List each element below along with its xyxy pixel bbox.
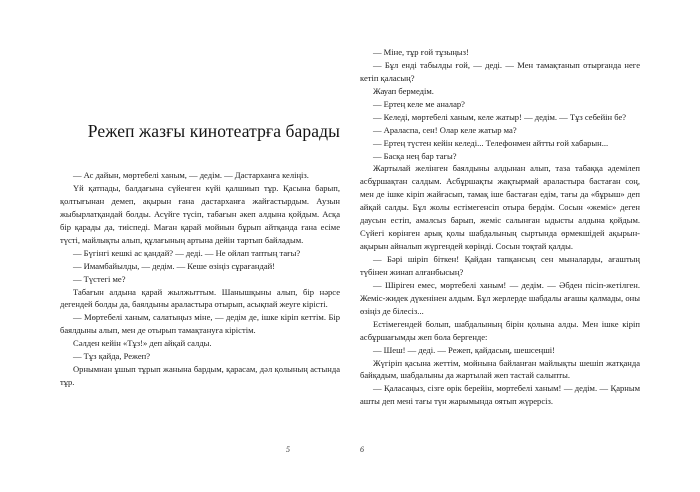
paragraph: Жүгіріп қасына жеттім, мойнына байланған майлықты шешіп жатқанда байқадым, шабдалыны да жартылай жеп тастай салыпты.: [360, 357, 640, 381]
paragraph: — Ас дайын, мөртебелі ханым, — дедім. — Дастарханға келіңіз.: [73, 170, 309, 181]
paragraph: — Араласпа, сен! Олар келе жатыр ма?: [373, 124, 517, 135]
page-number: 5: [286, 445, 290, 454]
paragraph: — Келеді, мөртебелі ханым, келе жатыр! — дедім. — Тұз себейін бе?: [373, 111, 627, 122]
paragraph: — Міне, тұр ғой тұзыңыз!: [373, 47, 469, 57]
paragraph: — Бәрі шіріп біткен! Қайдан тапқансың сен мыналарды, ағаштың түбінен жинап алғанбысың?: [360, 254, 640, 277]
paragraph: — Мөртебелі ханым, салатыңыз міне, — дедім де, ішке кіріп кеттім. Бір баялдыны алып, мен де отырып тамақтануға кірістім.: [60, 312, 340, 336]
paragraph: Табағын алдына қарай жылжыттым. Шанышқыны алып, бір нәрсе дегендей болды да, баялдыны араластыра отырып, асықпай жеуге кірісті.: [60, 286, 340, 310]
paragraph: — Шеш! — деді. — Режеп, қайдасың, шешсеңші!: [373, 344, 555, 355]
paragraph: — Имамбайылды, — дедім. — Кеше өзіңіз сұрағандай!: [73, 260, 276, 271]
paragraph: — Ертең келе ме аналар?: [373, 98, 465, 109]
paragraph: Естімегендей болып, шабдалының бірін қолына алды. Мен ішке кіріп асбұршағымды жеп бола бергенде:: [360, 318, 640, 342]
paragraph: Үй қатпады, балдағына сүйенген күйі қалшиып тұр. Қасына барып, қолтығынан демеп, ақырын ғана дастарханға жайғастырдым. Аузын жыбырлатқандай болды. Асүйге түсіп, табағын әкеп алдына қойдым. Асқа бір қарады да, тиіспеді. Маған қарай мойнын бұрып айтқанда ғана есіме түсті, майлықты алып, құлағының артына дейін тартып байладым.: [60, 183, 340, 245]
chapter-title: Режеп жазғы кинотеатрға барады: [87, 121, 340, 141]
paragraph: — Түстегі ме?: [73, 273, 126, 284]
paragraph: — Тұз қайда, Режеп?: [73, 351, 151, 362]
right-page-body: [360, 0, 640, 408]
paragraph: Жартылай желінген баялдыны алдынан алып, таза табаққа әдемілеп асбұршақтан салдым. Асбұршақты жақтырмай араластыра бастаған соң, мен де ішке кіріп жайғасып, тамақ іше бастаған едім, тағы да «бұрыш» деп айқай салды. Бұл жолы естімегенсіп отыра бердім. Сосын «жеміс» деген даусын естіп, амалсыз барып, жеміс салынған ыдысты алдына қойдым. Сүйегі көрінген арық қолы шабдалының сыртында өрмекшідей ақырын-ақырын айналып жүргендей көрінді. Сосын тоқтай қалды.: [360, 163, 640, 252]
page-number: 6: [360, 445, 364, 454]
paragraph: — Басқа нең бар тағы?: [373, 150, 457, 161]
paragraph: Орнымнан ұшып тұрып жанына бардым, қарасам, дәл қолының астында тұр.: [60, 364, 340, 388]
paragraph: — Бүгінгі кешкі ас қандай? — деді. — Не ойлап таптың тағы?: [73, 247, 301, 258]
paragraph: — Бұл енді табылды ғой, — деді. — Мен тамақтанып отырғанда неге кетіп қаласың?: [360, 59, 640, 83]
left-page-body: [60, 143, 340, 389]
paragraph: — Қаласаңыз, сізге өрік берейін, мөртебелі ханым! — дедім. — Қарным ашты деп мені тағы түн жарымында оятып жүрерсіз.: [360, 383, 640, 407]
paragraph: Сәлден кейін «Тұз!» деп айқай салды.: [73, 338, 212, 349]
paragraph: Жауап бермедім.: [373, 85, 434, 96]
paragraph: — Ертең түстен кейін келеді... Телефонмен айтты ғой хабарын...: [373, 137, 609, 148]
page-right: [350, 0, 700, 492]
paragraph: — Шіріген емес, мөртебелі ханым! — дедім. — Әбден пісіп-жетілген. Жеміс-жидек дүкенінен алдым. Бұл жерлерде шабдалы ағашы қалмады, оны өзіңіз де білесіз...: [360, 279, 640, 316]
